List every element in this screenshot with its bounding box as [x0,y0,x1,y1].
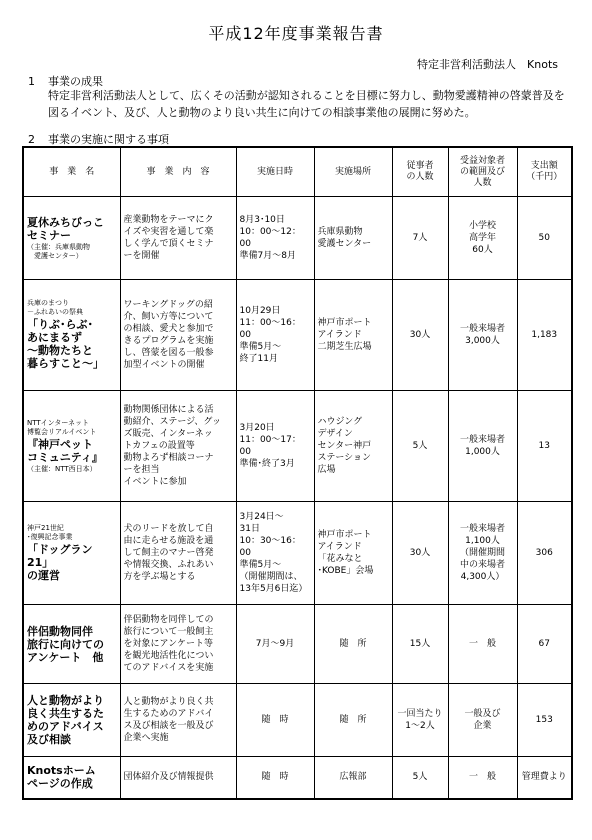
row-content: 伴侶動物を同伴しての 旅行について一般飼主 を対象にアンケート等 を観光地活性化につい てのアドバイスを実施 [120,605,236,684]
row-name-cell [23,280,120,391]
row-organizer-note: （主催：NTT西日本） [27,464,97,473]
row-date: 8月3･10日 10：00～12：00 準備7月～8月 [236,197,314,280]
row-amount: 管理費より [517,757,572,799]
table-header-row [23,147,572,197]
row-amount: 1,183 [517,280,572,391]
row-amount: 306 [517,502,572,605]
row-staff: 5人 [392,757,448,799]
row-date: 10月29日 11：00～16：00 準備5月～ 終了11月 [236,280,314,391]
header-target: 受益対象者 の範囲及び 人数 [448,147,517,197]
row-staff: 5人 [392,391,448,502]
section-2-heading [28,131,169,147]
row-name-cell [23,757,120,799]
row-place: 神戸市ポート アイランド 「花みなと ･KOBE」会場 [314,502,392,605]
table-row [23,757,572,799]
header-content: 事 業 内 容 [120,147,236,197]
row-target: 一般来場者 1,000人 [448,391,517,502]
row-project-name: 『神戸ペット コミュニティ』 [27,437,103,464]
table-row [23,280,572,391]
row-amount: 13 [517,391,572,502]
row-place: 広報部 [314,757,392,799]
row-staff: 30人 [392,502,448,605]
row-amount: 153 [517,684,572,757]
row-content: ワーキングドッグの紹 介、飼い方等について の相談、愛犬と参加で きるプログラムを実施 し、啓蒙を図る一般参 加型イベントの開催 [120,280,236,391]
row-project-name: 夏休みちびっこ セミナー [27,216,104,242]
row-project-name: 伴侶動物同伴 旅行に向けての アンケート 他 [27,624,104,664]
row-place: 随 所 [314,605,392,684]
row-amount: 50 [517,197,572,280]
row-date: 随 時 [236,757,314,799]
table-row [23,197,572,280]
header-name: 事 業 名 [23,147,120,197]
row-staff: 30人 [392,280,448,391]
row-date: 3月20日 11：00～17：00 準備･終了3月 [236,391,314,502]
row-organizer-note: （主催：兵庫県動物 愛護センター） [27,243,90,260]
header-staff: 従事者 の人数 [392,147,448,197]
row-name-cell [23,197,120,280]
table-row [23,684,572,757]
row-target: 小学校 高学年 60人 [448,197,517,280]
row-subtitle: 兵庫のまつり －ふれあいの祭典 [27,299,83,316]
row-staff: 一回当たり 1～2人 [392,684,448,757]
row-name-cell [23,605,120,684]
row-date: 3月24日～ 31日 10：30～16：00 準備5月～ （開催期間は、 13年5月6日迄） [236,502,314,605]
table-row [23,605,572,684]
section-2-title: 事業の実施に関する事項 [48,133,169,146]
row-project-name: Knotsホーム ページの作成 [27,764,96,791]
row-content: 動物関係団体による活 動紹介、ステージ、グッ ズ販売、インターネッ トカフェの設置等 動物よろず相談コーナ ーを担当 イベントに参加 [120,391,236,502]
section-1-body: 特定非営利活動法人として、広くその活動が認知されることを目標に努力し、動物愛護精神の啓蒙普及を図るイベント、及び、人と動物のより良い共生に向けての相談事業他の展開に努めた。 [48,89,565,119]
row-place: 随 所 [314,684,392,757]
projects-table [22,146,573,800]
row-place: 兵庫県動物 愛護センター [314,197,392,280]
row-subtitle: 神戸21世紀 ･復興記念事業 [27,523,73,541]
row-name-cell [23,391,120,502]
row-project-name: 「りぶ･らぶ･ あにまるず ～動物たちと 暮らすこと～」 [27,318,104,370]
header-place: 実施場所 [314,147,392,197]
row-target: 一 般 [448,605,517,684]
row-place: ハウジング デザイン センター神戸 ステーション 広場 [314,391,392,502]
row-name-cell [23,502,120,605]
row-amount: 67 [517,605,572,684]
row-content: 団体紹介及び情報提供 [120,757,236,799]
section-1-title: 事業の成果 [48,75,103,88]
row-date: 7月～9月 [236,605,314,684]
row-target: 一般来場者 1,100人 （開催期間 中の来場者 4,300人） [448,502,517,605]
organization-name: 特定非営利活動法人 Knots [417,58,558,71]
row-name-cell [23,684,120,757]
row-target: 一 般 [448,757,517,799]
row-content: 人と動物がより良く共 生するためのアドバイ ス及び相談を一般及び 企業へ実施 [120,684,236,757]
report-title: 平成12年度事業報告書 [208,24,384,43]
row-project-name: 「ドッグラン21」 の運営 [27,542,93,582]
row-date: 随 時 [236,684,314,757]
row-place: 神戸市ポート アイランド 二期芝生広場 [314,280,392,391]
header-date: 実施日時 [236,147,314,197]
row-content: 犬のリードを放して自 由に走らせる施設を通 して飼主のマナー啓発 や情報交換、ふれあい 方を学ぶ場とする [120,502,236,605]
row-project-name: 人と動物がより 良く共生するた めのアドバイス 及び相談 [27,694,104,746]
header-amount: 支出額 （千円） [517,147,572,197]
row-target: 一般来場者 3,000人 [448,280,517,391]
row-content: 産業動物をテーマにク イズや実習を通して楽 しく学んで頂くセミナ ーを開催 [120,197,236,280]
row-target: 一般及び 企業 [448,684,517,757]
table-row [23,502,572,605]
row-staff: 7人 [392,197,448,280]
section-1-number: 1 [28,75,35,88]
row-subtitle: NTTインターネット 博覧会リアルイベント [27,418,97,436]
row-staff: 15人 [392,605,448,684]
section-2-number: 2 [28,133,35,146]
table-row [23,391,572,502]
